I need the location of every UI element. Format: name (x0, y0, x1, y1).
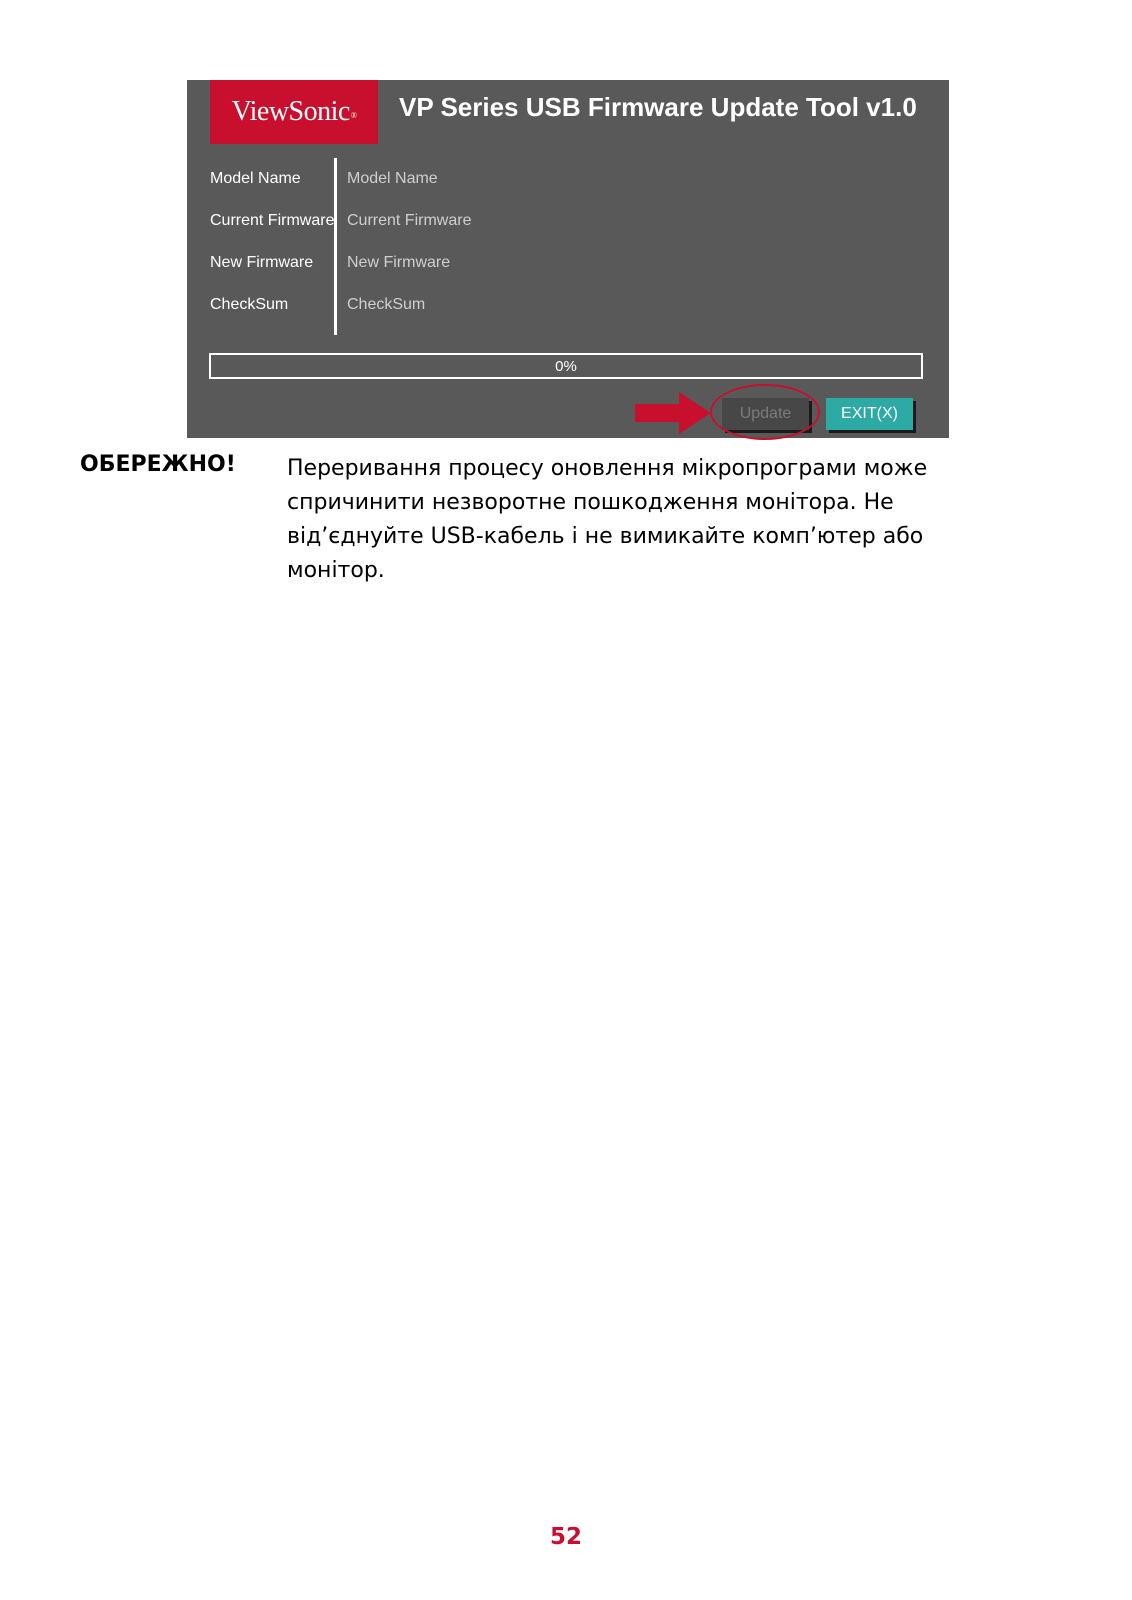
caution-text: Переривання процесу оновлення мікропрограми може спричинити незворотне пошкодження монітора. Не від’єднуйте USB-кабель і не вимикайте комп’ютер або монітор. (287, 456, 928, 583)
red-arrow-icon (635, 390, 715, 436)
current-firmware-value: Current Firmware (347, 212, 472, 229)
exit-button[interactable]: EXIT(X) (826, 398, 913, 430)
progress-text: 0% (555, 357, 577, 375)
caution-label: ОБЕРЕЖНО! (80, 452, 236, 477)
model-name-value: Model Name (347, 170, 438, 187)
new-firmware-label: New Firmware (210, 254, 314, 271)
update-highlight-circle (710, 384, 820, 440)
current-firmware-label: Current Firmware (210, 212, 335, 229)
checksum-label: CheckSum (210, 296, 289, 313)
page-number: 52 (549, 1524, 582, 1550)
model-name-label: Model Name (210, 170, 301, 187)
new-firmware-value: New Firmware (347, 254, 451, 271)
firmware-update-tool-window (187, 80, 949, 438)
info-divider (334, 158, 337, 335)
checksum-value: CheckSum (347, 296, 426, 313)
registered-mark: ® (350, 110, 357, 120)
logo-text: ViewSonic (231, 96, 350, 127)
tool-title: VP Series USB Firmware Update Tool v1.0 (399, 92, 917, 122)
viewsonic-logo (210, 80, 378, 144)
progress-bar (209, 353, 923, 379)
update-button[interactable]: Update (722, 398, 809, 430)
